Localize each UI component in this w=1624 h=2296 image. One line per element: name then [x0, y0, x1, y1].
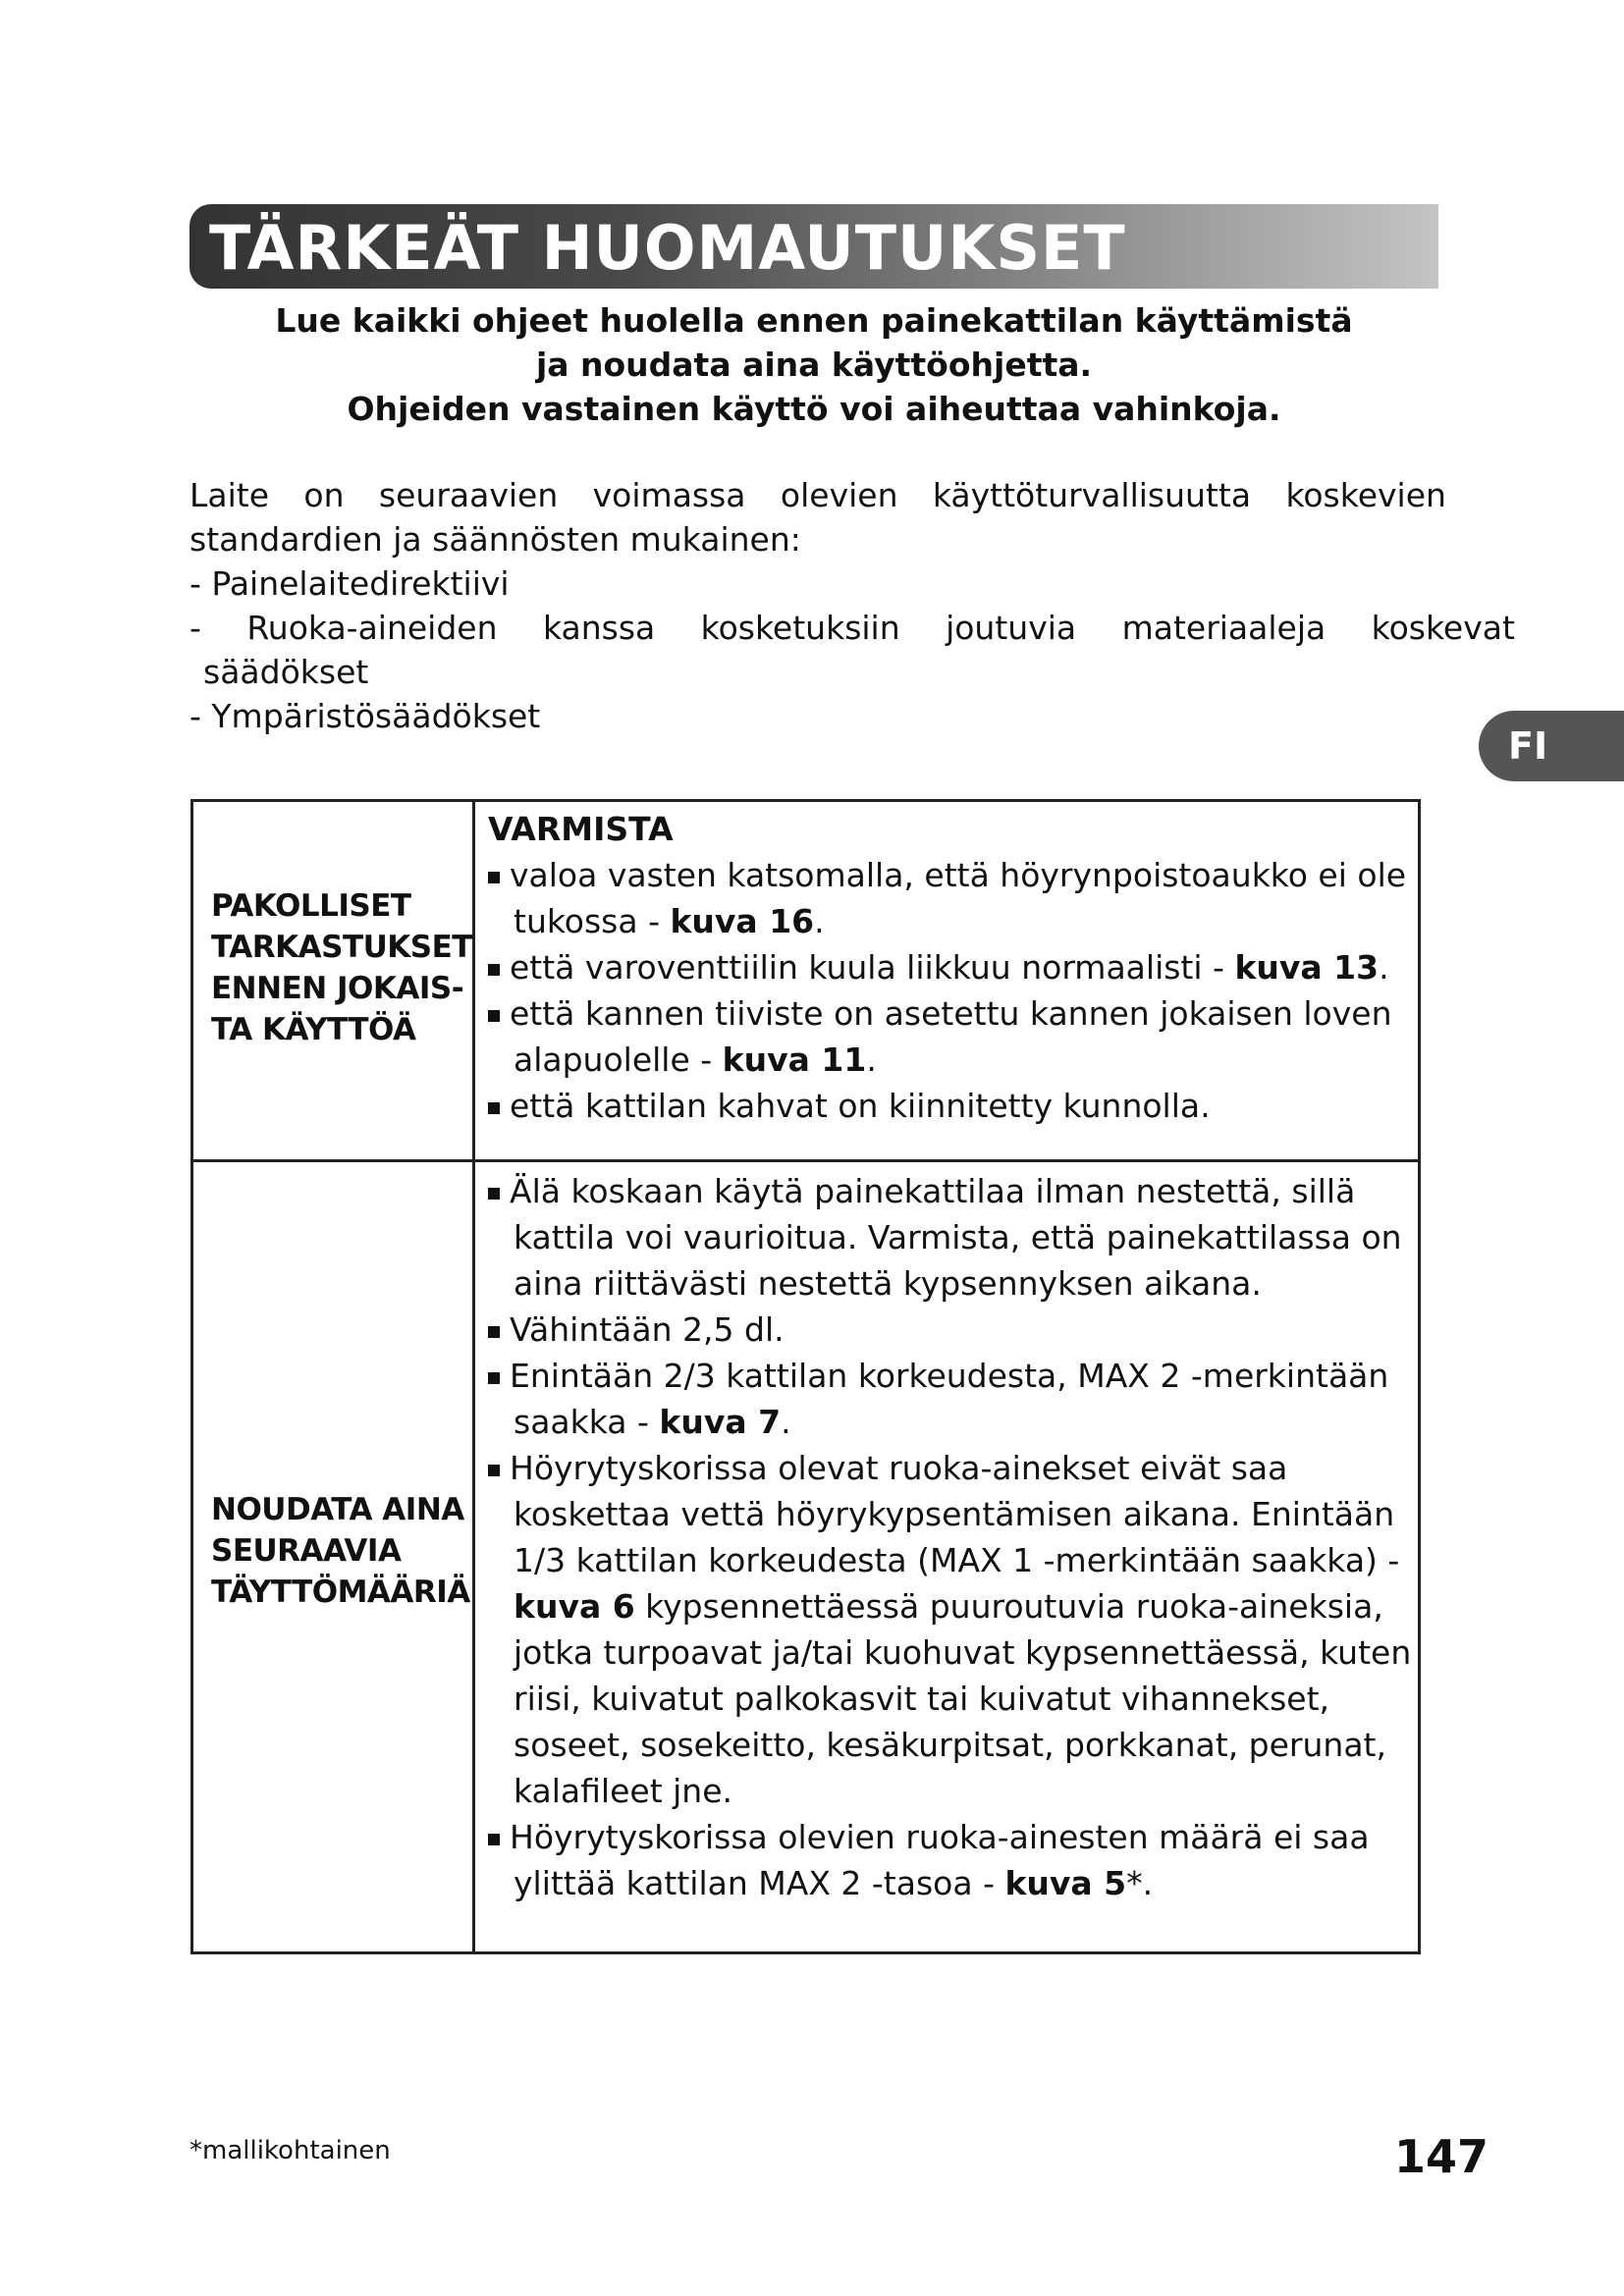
rule-text: Höyrytyskorissa olevien ruoka-ainesten määrä ei saa	[510, 1818, 1370, 1856]
rule-text: riisi, kuivatut palkokasvit tai kuivatut vihannekset,	[514, 1680, 1330, 1718]
rule-text: soseet, sosekeitto, kesäkurpitsat, porkkanat, perunat,	[514, 1726, 1386, 1764]
figure-reference: kuva 11	[722, 1041, 867, 1079]
bullet-icon	[488, 1372, 500, 1384]
check-text: että kattilan kahvat on kiinnitetty kunnolla.	[510, 1087, 1211, 1125]
label-line: TA KÄYTTÖÄ	[211, 1012, 416, 1047]
language-tab: FI	[1479, 711, 1624, 781]
intro-line: standardien ja säännösten mukainen:	[189, 520, 801, 559]
bullet-icon	[488, 1010, 500, 1022]
rule-text: Höyrytyskorissa olevat ruoka-ainekset eivät saa	[510, 1449, 1288, 1487]
rule-text: jotka turpoavat ja/tai kuohuvat kypsennettäessä, kuten	[514, 1633, 1412, 1672]
word: Ruoka-aineiden	[246, 609, 498, 647]
label-line: NOUDATA AINA	[211, 1492, 464, 1527]
rule-text: kypsennettäessä puuroutuvia ruoka-aineksia,	[634, 1587, 1383, 1626]
row-label-mandatory-checks	[211, 885, 472, 1050]
check-text: että kannen tiiviste on asetettu kannen jokaisen loven	[510, 994, 1392, 1033]
label-line: ENNEN JOKAIS-	[211, 971, 464, 1006]
list-item: - Painelaitedirektiivi	[189, 564, 510, 603]
rule-text: saakka -	[514, 1403, 660, 1441]
label-line: PAKOLLISET	[211, 888, 411, 924]
figure-reference: kuva 13	[1234, 948, 1380, 987]
table-divider	[472, 802, 475, 1951]
rule-text: kalafileet jne.	[514, 1772, 733, 1810]
footnote: *mallikohtainen	[189, 2136, 391, 2165]
list-item-continuation: säädökset	[203, 653, 369, 691]
rule-text: aina riittävästi nestettä kypsennyksen aikana.	[514, 1264, 1262, 1303]
figure-reference: kuva 5	[1004, 1864, 1127, 1902]
rule-text: koskettaa vettä höyrykypsentämisen aikana. Enintään	[514, 1495, 1395, 1533]
subheading-line: Lue kaikki ohjeet huolella ennen painekattilan käyttämistä	[275, 301, 1353, 340]
word: materiaaleja	[1121, 609, 1326, 647]
word: käyttöturvallisuutta	[932, 476, 1252, 514]
label-line: SEURAAVIA	[211, 1533, 402, 1569]
check-text: valoa vasten katsomalla, että höyrynpoistoaukko ei ole	[510, 856, 1407, 894]
rule-text: ylittää kattilan MAX 2 -tasoa -	[514, 1864, 1005, 1902]
cell-heading: VARMISTA	[488, 810, 674, 848]
bullet-icon	[488, 1326, 500, 1338]
title-banner	[189, 204, 1438, 289]
bullet-icon	[488, 964, 500, 976]
word: kosketuksiin	[700, 609, 900, 647]
figure-reference: kuva 16	[670, 902, 815, 940]
word: joutuvia	[946, 609, 1077, 647]
bullet-icon	[488, 872, 500, 883]
table-divider	[193, 1159, 1418, 1162]
rule-text: Älä koskaan käytä painekattilaa ilman nestettä, sillä	[510, 1172, 1356, 1210]
page-title: TÄRKEÄT HUOMAUTUKSET	[209, 212, 1126, 284]
word: Laite	[189, 476, 270, 514]
intro-line	[189, 473, 1446, 517]
page-number: 147	[1394, 2130, 1489, 2183]
rule-text: *.	[1126, 1864, 1154, 1902]
rule-text: Enintään 2/3 kattilan korkeudesta, MAX 2 -merkintään	[510, 1357, 1389, 1395]
check-text: tukossa -	[514, 902, 671, 940]
rule-text: kattila voi vaurioitua. Varmista, että painekattilassa on	[514, 1218, 1402, 1256]
rule-text: Vähintään 2,5 dl.	[510, 1310, 785, 1349]
word: voimassa	[592, 476, 746, 514]
word: -	[189, 609, 201, 647]
checks-table	[190, 799, 1421, 1954]
bullet-icon	[488, 1465, 500, 1476]
word: koskevien	[1285, 476, 1446, 514]
word: kanssa	[542, 609, 656, 647]
rule-text: 1/3 kattilan korkeudesta (MAX 1 -merkintään saakka) -	[514, 1541, 1400, 1579]
label-line: TÄYTTÖMÄÄRIÄ	[211, 1575, 470, 1610]
check-text: alapuolelle -	[514, 1041, 723, 1079]
word: seuraavien	[378, 476, 559, 514]
row-label-fill-levels	[211, 1489, 470, 1613]
list-item: - Ympäristösäädökset	[189, 697, 541, 735]
label-line: TARKASTUKSET	[211, 930, 472, 965]
intro-paragraph	[189, 473, 1515, 738]
check-text: että varoventtiilin kuula liikkuu normaalisti -	[510, 948, 1235, 987]
word: on	[303, 476, 345, 514]
warning-subheading	[189, 298, 1438, 431]
word: koskevat	[1371, 609, 1515, 647]
bullet-icon	[488, 1102, 500, 1114]
figure-reference: kuva 7	[659, 1403, 782, 1441]
fill-levels-cell: Älä koskaan käytä painekattilaa ilman nestettä, sillä kattila voi vaurioitua. Varmista, että painekattilassa on aina riittävästi nestettä kypsennyksen aikana. Vähintään 2,5 dl. Enintään 2/3 kattilan korkeudesta, MAX 2 -merkintään saakka - kuva 7. Höyrytyskorissa olevat ruoka-ainekset eivät saa koskettaa vettä höyrykypsentämisen aikana. Enintään 1/3 kattilan korkeudesta (MAX 1 -merkintään saakka) - kuva 6 kypsennettäessä puuroutuvia ruoka-aineksia, jotka turpoavat ja/tai kuohuvat kypsennettäessä, kuten riisi, kuivatut palkokasvit tai kuivatut vihannekset, soseet, sosekeitto, kesäkurpitsat, porkkanat, perunat, kalafileet jne. Höyrytyskorissa olevien ruoka-ainesten määrä ei saa ylittää kattilan MAX 2 -tasoa - kuva 5*.	[488, 1168, 1450, 1906]
bullet-icon	[488, 1188, 500, 1200]
word: olevien	[780, 476, 898, 514]
bullet-icon	[488, 1834, 500, 1845]
figure-reference: kuva 6	[514, 1587, 635, 1626]
subheading-line: Ohjeiden vastainen käyttö voi aiheuttaa vahinkoja.	[347, 390, 1281, 428]
mandatory-checks-cell: VARMISTA valoa vasten katsomalla, että höyrynpoistoaukko ei ole tukossa - kuva 16. että varoventtiilin kuula liikkuu normaalisti - kuva 13. että kannen tiiviste on asetettu kannen jokaisen loven alapuolelle - kuva 11. että kattilan kahvat on kiinnitetty kunnolla.	[488, 806, 1450, 1129]
list-item	[189, 606, 1515, 650]
subheading-line: ja noudata aina käyttöohjetta.	[535, 346, 1093, 384]
